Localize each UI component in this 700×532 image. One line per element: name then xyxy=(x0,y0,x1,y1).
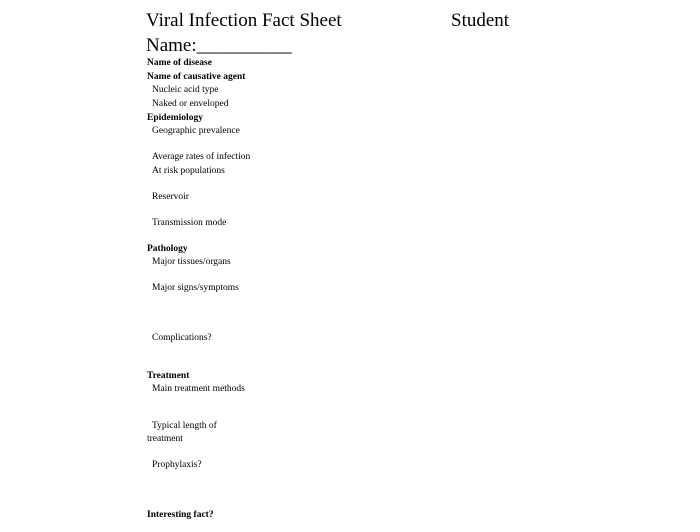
pathology-heading: Pathology xyxy=(147,244,188,254)
major-signs-label: Major signs/symptoms xyxy=(152,283,239,293)
student-label: Student xyxy=(451,10,510,31)
name-of-disease-label: Name of disease xyxy=(147,58,212,68)
page-title: Viral Infection Fact Sheet xyxy=(146,10,342,31)
interesting-fact-label: Interesting fact? xyxy=(147,510,214,520)
at-risk-populations-label: At risk populations xyxy=(152,166,225,176)
epidemiology-heading: Epidemiology xyxy=(147,113,203,123)
reservoir-label: Reservoir xyxy=(152,192,189,202)
nucleic-acid-type-label: Nucleic acid type xyxy=(152,85,219,95)
average-rates-label: Average rates of infection xyxy=(152,152,251,162)
main-treatment-label: Main treatment methods xyxy=(152,384,245,394)
name-of-causative-agent-label: Name of causative agent xyxy=(147,72,246,82)
transmission-mode-label: Transmission mode xyxy=(152,218,227,228)
geographic-prevalence-label: Geographic prevalence xyxy=(152,126,240,136)
major-tissues-label: Major tissues/organs xyxy=(152,257,231,267)
prophylaxis-label: Prophylaxis? xyxy=(152,460,202,470)
name-field-label: Name:__________ xyxy=(146,35,292,56)
typical-length-label-line2: treatment xyxy=(147,434,183,444)
naked-or-enveloped-label: Naked or enveloped xyxy=(152,99,229,109)
typical-length-label-line1: Typical length of xyxy=(152,421,217,431)
treatment-heading: Treatment xyxy=(147,371,190,381)
complications-label: Complications? xyxy=(152,333,212,343)
